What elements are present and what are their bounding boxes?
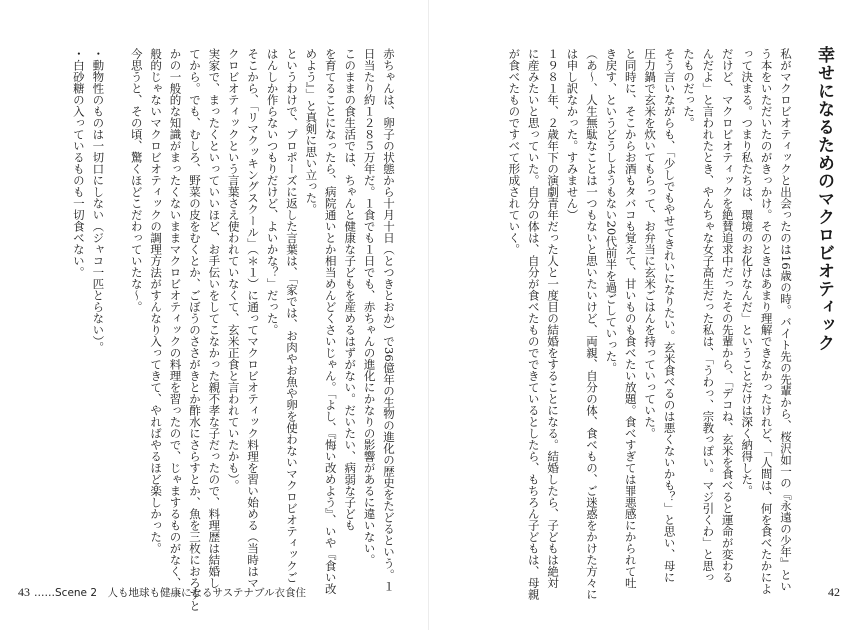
text-line: は申し訳なかった。すみません） — [565, 48, 580, 221]
running-head: ……Scene 2 人も地球も健康になるサステナブル衣食住 — [34, 587, 306, 599]
text-line: クロビオティックという言葉さえ使われていなくて、玄米正食と言われていたかも）。 — [226, 48, 241, 491]
text-line: 日当たり約１２８５万年だ。１食でも１日でも、赤ちゃんの進化にかなりの影響があるに違いない。 — [362, 48, 377, 566]
text-line: 般的じゃないマクロビオティックの調理方法がすんなり入ってきて、やればやるほど楽しかった。 — [149, 48, 164, 554]
text-line: （あ～、人生無駄なことは一つもないと思いたいけど、両親、自分の体、食べもの、ご迷惑をかけた方々に — [584, 48, 599, 600]
text-line: かの一般的な知識がまったくないままマクロビオティックの料理を習ったので、じゃまするものがなく、一 — [168, 48, 183, 600]
text-line: に産みたいと思っていた。自分の体は、自分が食べたものでできているとしたら、もちろん子どもは、母親 — [526, 48, 541, 600]
text-line: と同時に、そこからお酒もタバコも覚えて、甘いものも食べたい放題。食べすぎては罪悪感にかられて吐 — [623, 48, 638, 589]
list-item: ・動物性のものは一切口にしない（ジャコ一匹とらない）。 — [91, 48, 106, 353]
text-line: う本をいただいたのがきっかけ。そのときはあまり理解できなかったけれど、「人間は、何を食べたかによ — [759, 48, 774, 595]
right-page-body — [429, 48, 795, 600]
text-line: そこから、「リマクッキングスクール」（＊１）に通ってマクロビオティック料理を習い始める（当時はマ — [246, 48, 261, 589]
text-line: めよう』」と真剣に思い立った。 — [304, 48, 319, 215]
text-line: そう言いながらも、「少しでもやせてきれいになりたい。玄米食べるのは悪くないかも？」と思い、母に — [662, 48, 677, 583]
text-line: このままの食生活では、ちゃんと健康な子どもを産めるはずがない。だいたい、病弱な子ども — [343, 48, 358, 531]
text-line: が食べたものですべて形成されていく。 — [507, 48, 522, 255]
text-line: 私がマクロビオティックと出会ったのは16歳の時。バイト先の先輩から、桜沢如一の『永遠の少年』とい — [779, 48, 793, 592]
page-number-right: 42 — [828, 585, 840, 599]
text-line: はんしか作らないつもりだけど、よいかな？」だった。 — [265, 48, 280, 336]
text-line: 今思うと、その頃、驚くほどこだわっていたな～。 — [129, 48, 144, 313]
text-line: んだよ」と言われたとき、やんちゃな女子高生だった私は、「うわっ、宗教っぽい。マジ引くわ」と思っ — [701, 48, 716, 583]
text-line: １９８１年、２歳年下の演劇青年だった人と一度目の結婚をすることになる。結婚したら、子どもは絶対 — [546, 48, 561, 589]
text-line: てから。でも、むしろ、野菜の皮をむくとか、ごぼうのささがきとか酢水にさらすとか、魚を三枚におろすと — [187, 48, 202, 612]
text-line: き戻す、というどうしようもない20代前半を過ごしていった。 — [604, 48, 619, 374]
right-page — [429, 0, 858, 630]
text-line: というわけで、プロポーズに返した言葉は、「家では、お肉やお魚や卵を使わないマクロビオティックご — [284, 48, 299, 583]
list-item: ・白砂糖の入っているものも一切食べない。 — [71, 48, 86, 278]
running-footer — [18, 585, 306, 600]
text-line: 赤ちゃんは、卵子の状態から十月十日（とつきとおか）で36億年の生物の進化の歴史をたどるという。１ — [382, 48, 396, 592]
text-line: を育てることになったら、病院通いとか相当めんどくさいじゃん。「よし、『悔い改めよう』、いや『食い改 — [323, 48, 338, 595]
section-title: 幸せになるためのマクロビオティック — [814, 46, 834, 352]
text-line: だけど、マクロビオティックを絶賛追求中だったその先輩から、「デコね、玄米を食べると運命が変わる — [720, 48, 735, 583]
text-line: って決まる。つまり私たちは、環境のお化けなんだ」ということだけは深く納得した。 — [740, 48, 755, 497]
text-line: 圧力鍋で玄米を炊いてもらって、お弁当に玄米ごはんを持っていっていた。 — [643, 48, 658, 439]
text-line: たものだった。 — [681, 48, 696, 129]
text-line: 実家で、まったくといっていいほど、お手伝いをしてこなかった親不孝な子だったので、料理歴は結婚し — [207, 48, 222, 589]
page-number-left: 43 — [18, 585, 30, 599]
